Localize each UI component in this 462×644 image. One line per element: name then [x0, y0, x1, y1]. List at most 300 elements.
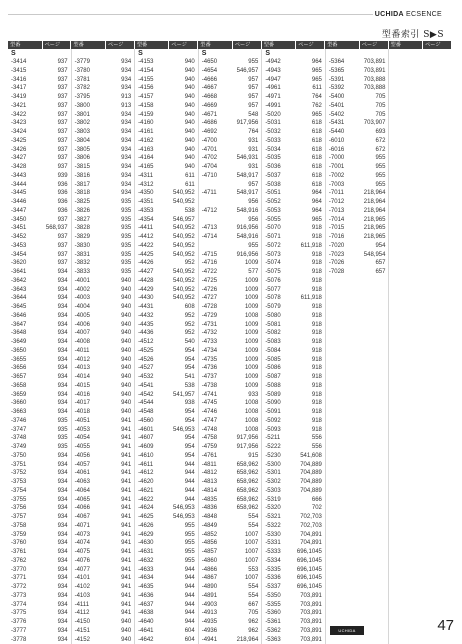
page-reference: 218,964: [236, 636, 259, 643]
index-row: [202, 609, 259, 618]
model-number: -3776: [11, 619, 27, 625]
model-number: -4852: [201, 531, 218, 538]
index-row: [75, 251, 132, 260]
index-row: [202, 426, 259, 435]
model-number: -4812: [201, 470, 218, 477]
model-number: -4666: [201, 76, 218, 83]
page-reference: 940: [184, 155, 195, 162]
model-number: -4601: [138, 426, 154, 433]
index-row: [329, 242, 386, 251]
index-row: [75, 242, 132, 251]
model-number: -4012: [74, 356, 90, 363]
page-reference: 941: [121, 452, 132, 459]
page-reference: 1009: [244, 330, 259, 337]
page-reference: 934: [57, 592, 68, 599]
page-reference: 941: [121, 566, 132, 573]
index-row: [11, 522, 68, 531]
page-reference: 1009: [244, 277, 259, 284]
index-row: [138, 58, 195, 67]
model-number: -4063: [74, 479, 90, 485]
model-number: -3758: [11, 522, 27, 529]
model-number: -4811: [201, 461, 217, 468]
page-reference: 941: [121, 610, 132, 617]
page-reference: 546,953: [173, 514, 195, 520]
index-column: [135, 49, 199, 644]
model-number: -4066: [74, 505, 90, 512]
index-row: [75, 356, 132, 365]
model-number: -5093: [265, 426, 281, 433]
column-letter: [392, 49, 449, 58]
model-number: -5032: [265, 129, 281, 135]
index-row: [265, 224, 322, 233]
page-reference: 937: [57, 137, 68, 144]
page-reference: 934: [57, 286, 68, 293]
index-row: [202, 137, 259, 146]
model-number: -3782: [74, 85, 90, 92]
model-number: -4156: [138, 85, 154, 92]
page-reference: 941: [121, 557, 132, 564]
model-number: -4738: [201, 382, 218, 389]
index-row: [75, 426, 132, 435]
index-row: [329, 146, 386, 155]
model-number: -4758: [201, 435, 218, 442]
index-row: [265, 583, 322, 592]
index-row: [265, 636, 322, 644]
page-reference: 704,891: [300, 540, 322, 547]
index-row: [75, 496, 132, 505]
index-row: [138, 636, 195, 644]
page-reference: 704,891: [300, 531, 322, 538]
index-row: [138, 461, 195, 470]
index-row: [265, 146, 322, 155]
index-row: [75, 128, 132, 137]
model-number: -4849: [201, 522, 218, 529]
index-row: [11, 189, 68, 198]
page-reference: 944: [184, 575, 195, 582]
page-reference: 918: [311, 286, 322, 293]
index-row: [11, 373, 68, 382]
model-number: -4160: [138, 120, 154, 127]
page-reference: 935: [121, 216, 132, 223]
model-number: -4015: [74, 382, 90, 389]
page-reference: 657: [375, 260, 386, 267]
model-number: -7012: [328, 199, 345, 205]
index-row: [138, 233, 195, 242]
index-row: [138, 172, 195, 181]
page-reference: 548,954: [363, 251, 386, 258]
page-reference: 918: [311, 391, 322, 398]
page-reference: 965: [311, 216, 322, 223]
model-number: -6016: [328, 146, 345, 153]
index-row: [75, 487, 132, 496]
index-row: [265, 417, 322, 426]
page-reference: 934: [57, 409, 68, 415]
page-reference: 934: [57, 470, 68, 477]
page-reference: 658,962: [236, 461, 259, 468]
page-reference: 918: [311, 374, 322, 380]
model-number: -3444: [11, 181, 27, 188]
page-reference: 917,956: [236, 435, 259, 442]
index-row: [202, 627, 259, 636]
index-column: [262, 49, 326, 644]
page-reference: 702: [311, 505, 322, 512]
index-row: [138, 356, 195, 365]
page-reference: 1007: [244, 540, 259, 547]
page-reference: 554: [248, 522, 259, 529]
model-number: -3774: [11, 601, 27, 608]
page-reference: 546,957: [173, 216, 195, 223]
index-row: [265, 277, 322, 286]
model-number: -7000: [328, 155, 345, 162]
model-number: -4620: [138, 479, 154, 485]
index-row: [11, 58, 68, 67]
page-reference: 940: [121, 304, 132, 310]
page-reference: 540,952: [173, 286, 195, 293]
index-row: [75, 504, 132, 513]
page-reference: 944: [184, 584, 195, 590]
model-number: -4103: [74, 592, 90, 599]
page-reference: 937: [57, 94, 68, 100]
model-number: -4741: [201, 391, 218, 398]
page-reference: 937: [57, 164, 68, 170]
index-column: [8, 49, 72, 644]
index-row: [329, 128, 386, 137]
page-reference: 954: [184, 417, 195, 424]
model-number: -3755: [11, 496, 27, 503]
index-row: [202, 618, 259, 627]
page-reference: 704,889: [300, 470, 322, 477]
page-reference: 540,952: [173, 234, 195, 240]
page-reference: 934: [121, 76, 132, 83]
page-reference: 940: [121, 286, 132, 293]
index-row: [138, 522, 195, 531]
index-row: [11, 154, 68, 163]
model-number: -5319: [265, 496, 281, 503]
index-row: [138, 329, 195, 338]
model-number: -4734: [201, 347, 218, 354]
model-number: -4153: [138, 59, 154, 65]
index-row: [75, 111, 132, 120]
model-number: -4642: [138, 636, 154, 643]
index-row: [138, 119, 195, 128]
index-row: [138, 84, 195, 93]
index-row: [75, 181, 132, 190]
model-number: -4813: [201, 479, 218, 485]
page-reference: 940: [121, 321, 132, 328]
model-number: -4102: [74, 584, 90, 590]
index-row: [75, 627, 132, 636]
model-number: -4165: [138, 164, 154, 170]
page-reference: 702,703: [300, 522, 322, 529]
index-row: [11, 426, 68, 435]
model-number: -4991: [265, 102, 281, 109]
index-row: [202, 76, 259, 85]
page-reference: 957: [248, 181, 259, 188]
page-reference: 918: [311, 321, 322, 328]
page-reference: 954: [375, 242, 386, 249]
index-row: [265, 408, 322, 417]
index-row: [202, 303, 259, 312]
model-number: -6010: [328, 137, 345, 144]
index-row: [265, 137, 322, 146]
page-reference: 618: [311, 164, 322, 170]
page-reference: 538: [184, 382, 195, 389]
model-number: -3415: [11, 67, 27, 74]
index-row: [202, 364, 259, 373]
footer-logo: UCHIDA: [330, 626, 364, 635]
model-number: -4848: [201, 514, 218, 520]
page-reference: 696,1045: [296, 566, 322, 573]
model-number: -4411: [138, 225, 154, 232]
page-reference: 955: [248, 59, 259, 65]
index-row: [265, 286, 322, 295]
index-row: [138, 364, 195, 373]
index-row: [11, 496, 68, 505]
index-row: [11, 478, 68, 487]
page-reference: 918: [311, 234, 322, 240]
index-row: [11, 329, 68, 338]
index-row: [11, 434, 68, 443]
model-number: -7023: [328, 251, 345, 258]
model-number: -7016: [328, 234, 345, 240]
index-row: [75, 338, 132, 347]
index-row: [138, 154, 195, 163]
index-row: [138, 146, 195, 155]
page-reference: 937: [57, 251, 68, 258]
page-reference: 218,964: [363, 190, 386, 197]
model-number: -4162: [138, 137, 154, 144]
page-reference: 913: [121, 94, 132, 100]
page-reference: 658,962: [236, 470, 259, 477]
model-number: -4726: [201, 286, 218, 293]
page-reference: 618: [311, 155, 322, 162]
model-number: -5088: [265, 382, 281, 389]
page-reference: 934: [57, 505, 68, 512]
page-reference: 935: [121, 234, 132, 240]
page-reference: 918: [311, 347, 322, 354]
page-reference: 611: [185, 172, 195, 179]
index-row: [329, 163, 386, 172]
index-row: [138, 417, 195, 426]
table-header-cell: ページ: [233, 41, 262, 49]
model-number: -4432: [138, 312, 154, 319]
model-number: -3803: [74, 129, 90, 135]
model-number: -3772: [11, 584, 27, 590]
page-reference: 941: [121, 522, 132, 529]
index-row: [265, 469, 322, 478]
page-reference: 704,889: [300, 461, 322, 468]
index-row: [138, 251, 195, 260]
page-reference: 696,1045: [296, 557, 322, 564]
model-number: -4671: [201, 111, 218, 118]
page-reference: 944: [184, 619, 195, 625]
index-row: [138, 111, 195, 120]
page-reference: 702,703: [300, 514, 322, 520]
page-reference: 1009: [244, 356, 259, 363]
index-row: [329, 119, 386, 128]
model-number: -7013: [328, 207, 345, 214]
page-reference: 546,957: [236, 67, 259, 74]
model-number: -5036: [265, 164, 281, 170]
index-row: [75, 522, 132, 531]
index-row: [75, 469, 132, 478]
index-row: [202, 496, 259, 505]
model-number: -3800: [74, 102, 90, 109]
model-number: -4731: [201, 321, 218, 328]
page-reference: 540,952: [173, 295, 195, 302]
model-number: -4412: [138, 234, 154, 240]
page-reference: 934: [121, 85, 132, 92]
page-reference: 957: [248, 76, 259, 83]
index-row: [202, 146, 259, 155]
model-number: -3450: [11, 216, 27, 223]
page-reference: 918: [311, 304, 322, 310]
model-number: -5079: [265, 304, 281, 310]
model-number: -4560: [138, 417, 154, 424]
page-reference: 658,962: [236, 496, 259, 503]
model-number: -7028: [328, 269, 345, 275]
page-reference: 934: [57, 391, 68, 398]
model-number: -5086: [265, 365, 281, 372]
page-reference: 940: [121, 400, 132, 407]
index-row: [265, 181, 322, 190]
index-row: [11, 321, 68, 330]
index-row: [329, 198, 386, 207]
model-number: -5402: [328, 111, 345, 118]
index-row: [202, 58, 259, 67]
index-row: [75, 102, 132, 111]
model-number: -4312: [138, 181, 154, 188]
page-reference: 952: [184, 312, 195, 319]
model-number: -4891: [201, 592, 218, 599]
model-number: -3746: [11, 417, 27, 424]
model-number: -4611: [138, 461, 154, 468]
index-row: [138, 128, 195, 137]
index-row: [265, 84, 322, 93]
model-number: -5087: [265, 374, 281, 380]
page-reference: 938: [184, 400, 195, 407]
model-number: -4624: [138, 505, 154, 512]
page-reference: 937: [57, 85, 68, 92]
index-row: [75, 636, 132, 644]
index-row: [202, 172, 259, 181]
model-number: -4430: [138, 295, 154, 302]
index-row: [202, 347, 259, 356]
page-reference: 541,957: [173, 391, 195, 398]
index-row: [11, 303, 68, 312]
model-number: -4001: [74, 277, 90, 284]
index-row: [138, 294, 195, 303]
model-number: -3421: [11, 102, 27, 109]
model-number: -4836: [201, 505, 218, 512]
index-row: [265, 601, 322, 610]
page-reference: 693: [375, 129, 386, 135]
model-number: -3748: [11, 435, 27, 442]
page-reference: 934: [57, 347, 68, 354]
index-row: [11, 391, 68, 400]
model-number: -4669: [201, 102, 218, 109]
index-row: [11, 268, 68, 277]
index-row: [11, 224, 68, 233]
model-number: -4638: [138, 610, 154, 617]
model-number: -4747: [201, 417, 218, 424]
index-row: [138, 67, 195, 76]
model-number: -4715: [201, 251, 218, 258]
model-number: -3453: [11, 242, 27, 249]
page-reference: 941: [121, 540, 132, 547]
page-reference: 658,962: [236, 505, 259, 512]
model-number: -3423: [11, 120, 27, 127]
model-number: -4151: [74, 627, 90, 634]
index-row: [202, 321, 259, 330]
model-number: -4013: [74, 365, 90, 372]
model-number: -5073: [265, 251, 281, 258]
model-number: -4512: [138, 339, 154, 345]
model-number: -4654: [201, 67, 218, 74]
page-reference: 941: [121, 514, 132, 520]
table-columns: [8, 49, 452, 644]
page-reference: 1009: [244, 339, 259, 345]
model-number: -4006: [74, 321, 90, 328]
page-reference: 940: [184, 85, 195, 92]
page-reference: 916,956: [236, 251, 259, 258]
model-number: -5055: [265, 216, 281, 223]
index-row: [202, 329, 259, 338]
index-column: [199, 49, 263, 644]
index-row: [202, 373, 259, 382]
page-reference: 965: [311, 111, 322, 118]
index-row: [202, 242, 259, 251]
index-row: [265, 102, 322, 111]
index-row: [265, 522, 322, 531]
index-row: [11, 566, 68, 575]
page-reference: 934: [57, 627, 68, 634]
table-header-cell: 型番: [389, 41, 424, 49]
index-row: [329, 259, 386, 268]
model-number: -4073: [74, 531, 90, 538]
model-number: -4353: [138, 207, 154, 214]
page-reference: 703,891: [300, 592, 322, 599]
index-row: [11, 312, 68, 321]
page-reference: 940: [184, 94, 195, 100]
model-number: -4159: [138, 111, 154, 118]
page-reference: 944: [184, 601, 195, 608]
index-row: [202, 504, 259, 513]
page-reference: 934: [57, 636, 68, 643]
page-reference: 554: [248, 584, 259, 590]
index-row: [265, 513, 322, 522]
model-number: -3649: [11, 339, 27, 345]
model-number: -4733: [201, 339, 218, 345]
index-row: [265, 399, 322, 408]
index-column: [72, 49, 136, 644]
page-reference: 918: [311, 330, 322, 337]
table-header-cell: 型番: [135, 41, 170, 49]
index-row: [265, 356, 322, 365]
model-number: -5020: [265, 111, 281, 118]
index-row: [75, 609, 132, 618]
index-row: [265, 294, 322, 303]
page-reference: 937: [57, 260, 68, 267]
index-row: [11, 216, 68, 225]
model-number: -4076: [74, 557, 90, 564]
index-row: [265, 618, 322, 627]
page-reference: 1009: [244, 286, 259, 293]
model-number: -3751: [11, 461, 27, 468]
page-reference: 940: [121, 636, 132, 643]
page-reference: 540,952: [173, 242, 195, 249]
model-number: -5300: [265, 461, 281, 468]
